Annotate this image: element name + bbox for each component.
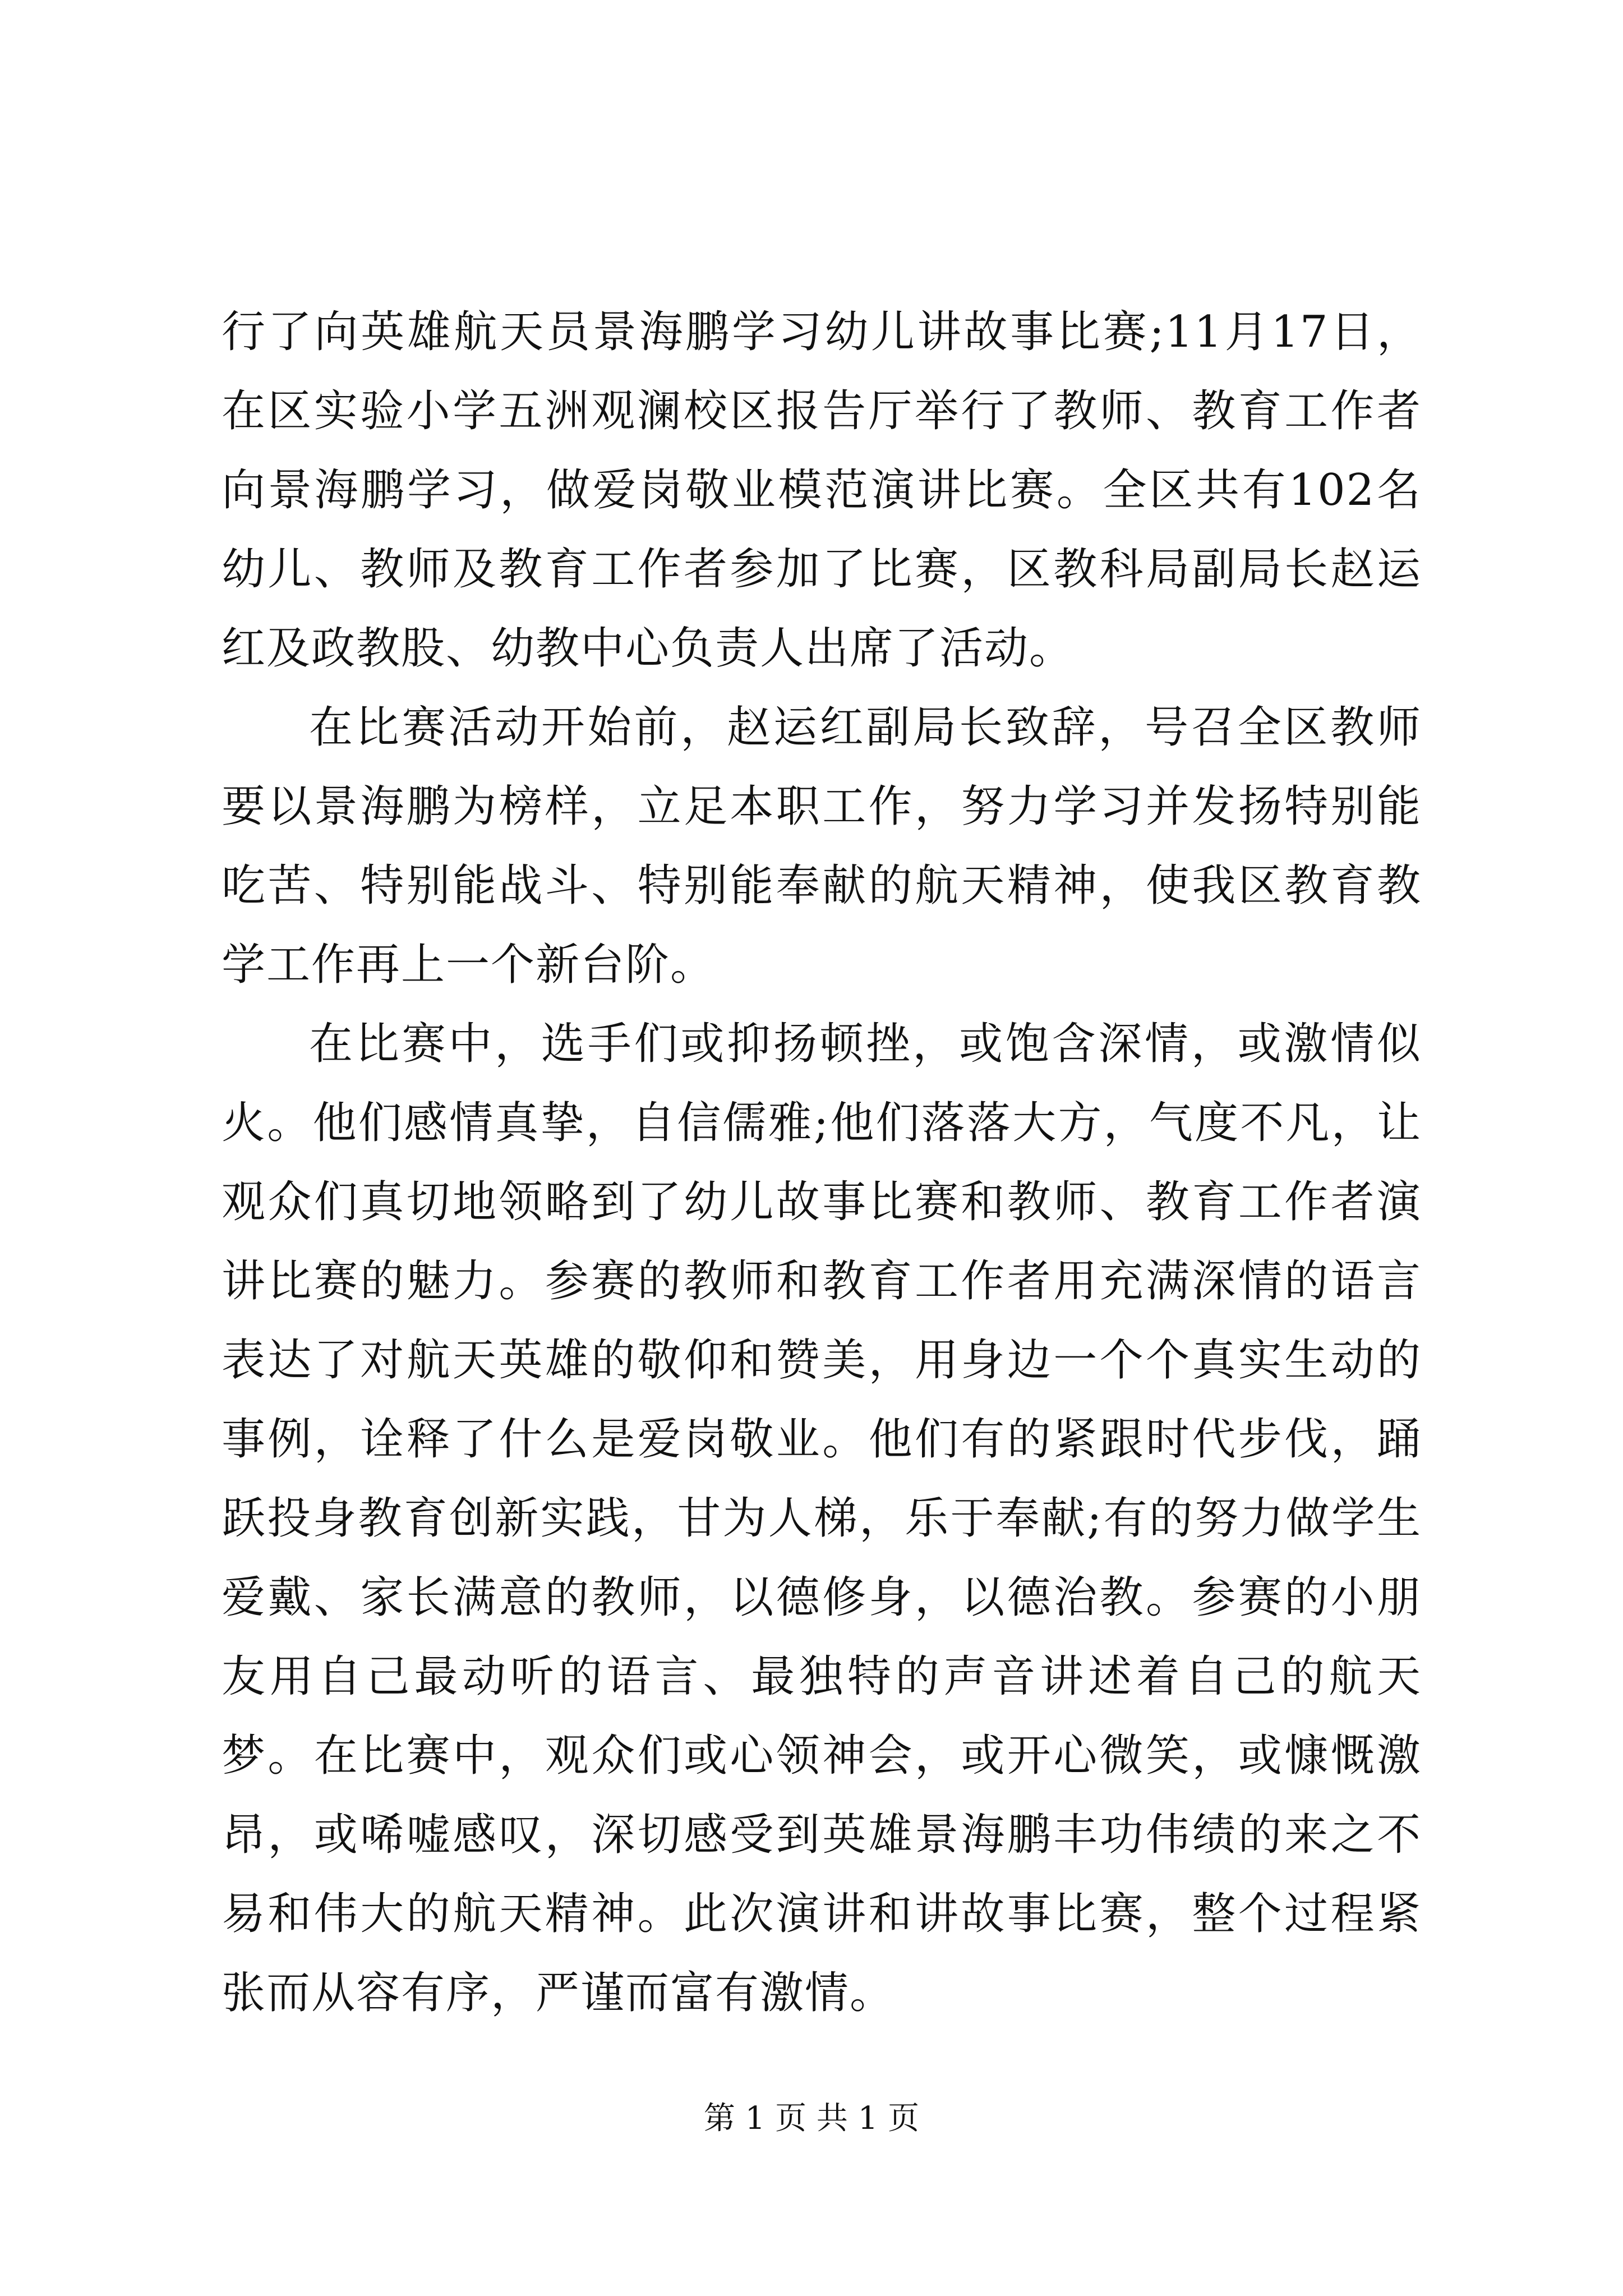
paragraph-opening-speech: 在比赛活动开始前，赵运红副局长致辞，号召全区教师要以景海鹏为榜样，立足本职工作，努力学习并发扬特别能吃苦、特别能战斗、特别能奉献的航天精神，使我区教育教学工作再上一个新台阶。 — [222, 702, 1422, 990]
page-footer: 第 1 页 共 1 页 — [703, 2100, 920, 2137]
document-body — [222, 293, 1422, 2033]
paragraph-competition: 在比赛中，选手们或抑扬顿挫，或饱含深情，或激情似火。他们感情真挚，自信儒雅;他们落落大方，气度不凡，让观众们真切地领略到了幼儿故事比赛和教师、教育工作者演讲比赛的魅力。参赛的教师和教育工作者用充满深情的语言表达了对航天英雄的敬仰和赞美，用身边一个个真实生动的事例，诠释了什么是爱岗敬业。他们有的紧跟时代步伐，踊跃投身教育创新实践，甘为人梯，乐于奉献;有的努力做学生爱戴、家长满意的教师，以德修身，以德治教。参赛的小朋友用自己最动听的语言、最独特的声音讲述着自己的航天梦。在比赛中，观众们或心领神会，或开心微笑，或慷慨激昂，或唏嘘感叹，深切感受到英雄景海鹏丰功伟绩的来之不易和伟大的航天精神。此次演讲和讲故事比赛，整个过程紧张而从容有序，严谨而富有激情。 — [222, 1019, 1422, 2018]
paragraph-continuation: 行了向英雄航天员景海鹏学习幼儿讲故事比赛;11月17日，在区实验小学五洲观澜校区报告厅举行了教师、教育工作者向景海鹏学习，做爱岗敬业模范演讲比赛。全区共有102名幼儿、教师及教育工作者参加了比赛，区教科局副局长赵运红及政教股、幼教中心负责人出席了活动。 — [222, 307, 1422, 674]
